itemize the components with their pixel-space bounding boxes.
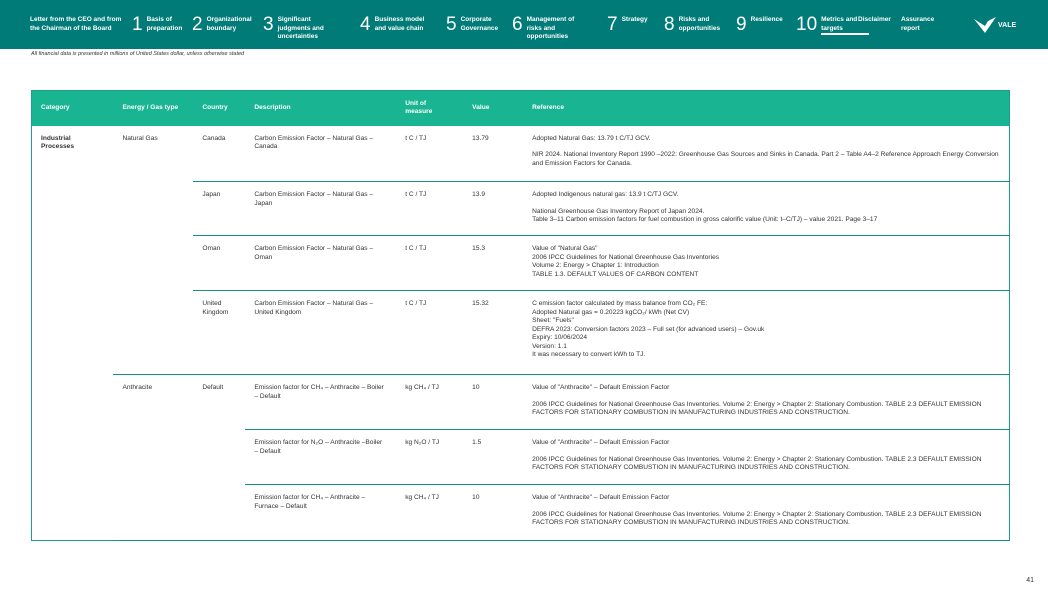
reference-text: Value of "Natural Gas" 2006 IPCC Guidelines for National Greenhouse Gas Inventories Volume 2: Energy > Chapter 1: Introduction TABLE 1.3. DEFAULT VALUES OF CARBON CONTENT (532, 245, 720, 278)
description-cell: Carbon Emission Factor – Natural Gas – United Kingdom (245, 291, 396, 375)
nav-number: 6 (512, 14, 523, 35)
column-header: Energy / Gas type (113, 91, 193, 126)
value-cell: 1.5 (463, 430, 523, 485)
nav-item-8[interactable] (664, 16, 727, 34)
nav-number: 2 (192, 14, 203, 35)
currency-note: All financial data is presented in millions of United States dollar, unless otherwise stated (31, 51, 245, 57)
value-cell: 15.3 (463, 236, 523, 291)
description-cell: Carbon Emission Factor – Natural Gas – Oman (245, 236, 396, 291)
nav-item-2[interactable] (192, 16, 255, 34)
reference-text: Adopted Indigenous natural gas: 13.9 t C/TJ GCV. (532, 191, 679, 198)
nav-number: 9 (736, 14, 747, 35)
nav-label: Disclaimer (858, 16, 891, 23)
unit-cell: kg CH₄ / TJ (396, 485, 463, 541)
nav-number: 4 (360, 14, 371, 35)
vale-v-icon (974, 17, 996, 33)
column-header: Reference (523, 91, 1009, 126)
nav-label: Business model and value chain (374, 16, 425, 32)
country-cell: Japan (193, 182, 245, 236)
nav-label: Management of risks and opportunities (526, 16, 575, 40)
nav-number: 7 (607, 14, 618, 35)
logo-text: VALE (998, 21, 1017, 29)
unit-cell: t C / TJ (396, 182, 463, 236)
reference-text: 2006 IPCC Guidelines for National Greenhouse Gas Inventories. Volume 2: Energy > Chapter 2: Stationary Combustion. TABLE 2.3 DEFAULT EMISSION FACTORS FOR STATIONARY COMBUSTION IN MANUFACTURING INDUSTRIES AND CONSTRUCTION. (532, 510, 982, 526)
description-cell: Emission factor for CH₄ – Anthracite – Boiler – Default (245, 375, 396, 430)
value-cell: 15.32 (463, 291, 523, 375)
nav-number: 5 (446, 14, 457, 35)
nav-item-0[interactable] (30, 16, 126, 33)
nav-item-7[interactable] (607, 16, 648, 34)
reference-cell (523, 430, 1009, 485)
nav-label: Metrics and targets (821, 16, 869, 35)
vale-logo[interactable] (974, 17, 1016, 33)
unit-cell: t C / TJ (396, 291, 463, 375)
nav-item-6[interactable] (512, 16, 589, 42)
value-cell: 13.79 (463, 126, 523, 182)
nav-label: Resilience (750, 16, 783, 23)
nav-number: 10 (796, 14, 818, 35)
reference-text: C emission factor calculated by mass balance from CO₂ FE: Adopted Natural gas = 0.20223 kgCO₂/ kWh (Net CV) Sheet: "Fuels" DEFRA 2023: Conversion factors 2023 – Full set (for advanced users) – Gov.uk Expiry: 10/06/2024 Version: 1.1 It was necessary to convert kWh to TJ. (532, 300, 765, 358)
description-cell: Emission factor for CH₄ – Anthracite – Furnace – Default (245, 485, 396, 541)
reference-text: 2006 IPCC Guidelines for National Greenhouse Gas Inventories. Volume 2: Energy > Chapter 2: Stationary Combustion. TABLE 2.3 DEFAULT EMISSION FACTORS FOR STATIONARY COMBUSTION IN MANUFACTURING INDUSTRIES AND CONSTRUCTION. (532, 400, 982, 416)
country-cell: Canada (193, 126, 245, 182)
energy-cell: Natural Gas (113, 126, 193, 375)
nav-item-5[interactable] (446, 16, 509, 34)
top-navigation (0, 0, 1048, 49)
value-cell: 10 (463, 375, 523, 430)
country-cell: United Kingdom (193, 291, 245, 375)
unit-cell: kg N₂O / TJ (396, 430, 463, 485)
reference-cell (523, 182, 1009, 236)
reference-cell (523, 126, 1009, 182)
description-cell: Carbon Emission Factor – Natural Gas – Japan (245, 182, 396, 236)
reference-cell (523, 375, 1009, 430)
nav-label: Assurance report (901, 16, 935, 32)
unit-cell: t C / TJ (396, 236, 463, 291)
energy-cell: Anthracite (113, 375, 193, 541)
table-row (32, 126, 1010, 182)
reference-text: 2006 IPCC Guidelines for National Greenhouse Gas Inventories. Volume 2: Energy > Chapter 2: Stationary Combustion. TABLE 2.3 DEFAULT EMISSION FACTORS FOR STATIONARY COMBUSTION IN MANUFACTURING INDUSTRIES AND CONSTRUCTION. (532, 455, 982, 471)
nav-label: Letter from the CEO and from the Chairman of the Board (30, 16, 122, 32)
value-cell: 10 (463, 485, 523, 541)
page-number: 41 (1026, 577, 1034, 584)
country-cell: Default (193, 375, 245, 541)
nav-item-1[interactable] (132, 16, 195, 34)
description-cell: Carbon Emission Factor – Natural Gas – Canada (245, 126, 396, 182)
country-cell: Oman (193, 236, 245, 291)
nav-label: Basis of preparation (146, 16, 183, 32)
nav-item-12[interactable] (901, 16, 941, 33)
unit-cell: t C / TJ (396, 126, 463, 182)
nav-label: Significant judgments and uncertainties (277, 16, 324, 40)
nav-item-3[interactable] (263, 16, 340, 42)
nav-label: Corporate Governance (460, 16, 499, 32)
nav-item-11[interactable] (858, 16, 898, 25)
column-header: Category (32, 91, 114, 126)
reference-text: National Greenhouse Gas Inventory Report of Japan 2024. Table 3–11 Carbon emission factors for fuel combustion in gross calorific value (Unit: t–C/TJ) – value 2021. Page 3–17 (532, 207, 878, 223)
nav-number: 3 (263, 14, 274, 35)
nav-item-9[interactable] (736, 16, 783, 34)
reference-text: Adopted Natural Gas: 13.79 t C/TJ GCV. (532, 134, 651, 142)
description-cell: Emission factor for N₂O – Anthracite –Boiler – Default (245, 430, 396, 485)
nav-label: Strategy (621, 16, 648, 23)
column-header: Value (463, 91, 523, 126)
reference-text: Value of "Anthracite" – Default Emission Factor (532, 384, 670, 391)
nav-item-4[interactable] (360, 16, 437, 34)
reference-text: Value of "Anthracite" – Default Emission Factor (532, 439, 670, 446)
reference-text: NIR 2024. National Inventory Report 1990 –2022: Greenhouse Gas Sources and Sinks in Canada. Part 2 – Table A4–2 Reference Approach Energy Conversion and Emission Factors for Canada. (532, 151, 999, 167)
nav-label: Organizational boundary (206, 16, 252, 32)
table-row (32, 375, 1010, 430)
nav-number: 1 (132, 14, 143, 35)
reference-text: Value of "Anthracite" – Default Emission Factor (532, 494, 670, 501)
reference-cell (523, 236, 1009, 291)
nav-label: Risks and opportunities (678, 16, 721, 32)
value-cell: 13.9 (463, 182, 523, 236)
category-cell: Industrial Processes (41, 134, 74, 150)
column-header: Description (245, 91, 396, 126)
unit-cell: kg CH₄ / TJ (396, 375, 463, 430)
reference-cell (523, 485, 1009, 541)
emission-factors-table (31, 90, 1010, 541)
column-header: Country (193, 91, 245, 126)
nav-number: 8 (664, 14, 675, 35)
column-header: Unit of measure (396, 91, 463, 126)
reference-cell (523, 291, 1009, 375)
